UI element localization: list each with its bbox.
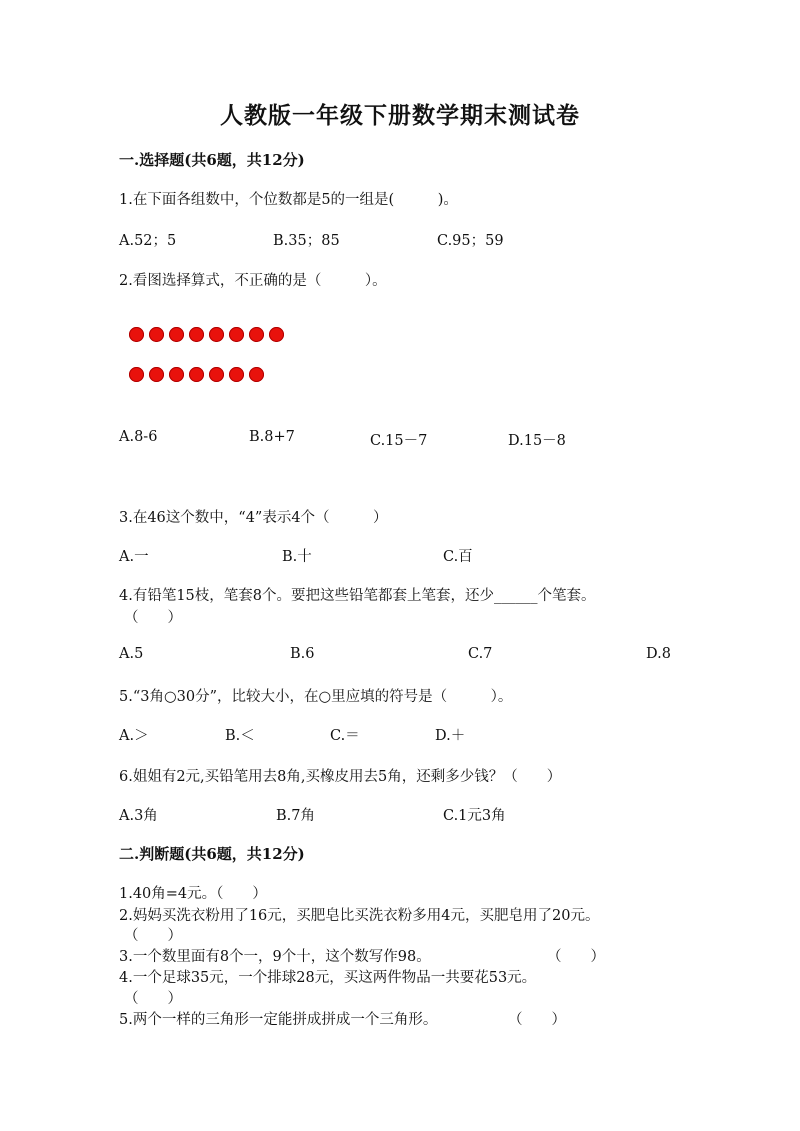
judgement-1: 1.40角=4元。（ ） <box>119 886 267 902</box>
judgement-3-blank: （ ） <box>547 949 605 965</box>
q5-option-d: D.＋ <box>435 728 466 744</box>
section-heading-judgement: 二.判断题(共6题，共12分) <box>119 845 305 863</box>
judgement-5: 5.两个一样的三角形一定能拼成拼成一个三角形。 <box>119 1012 438 1028</box>
judgement-2-blank: （ ） <box>124 928 182 944</box>
red-dot <box>129 327 144 342</box>
judgement-2: 2.妈妈买洗衣粉用了16元，买肥皂比买洗衣粉多用4元，买肥皂用了20元。 <box>119 908 600 924</box>
q5-option-a: A.＞ <box>119 728 149 744</box>
red-dot <box>209 327 224 342</box>
red-dot <box>149 327 164 342</box>
q1-option-b: B.35；85 <box>273 233 340 249</box>
judgement-3: 3.一个数里面有8个一，9个十，这个数写作98。 <box>119 949 431 965</box>
q2-option-a: A.8-6 <box>119 429 158 445</box>
q1-option-a: A.52；5 <box>119 233 177 249</box>
red-dot <box>249 367 264 382</box>
q6-option-c: C.1元3角 <box>443 808 506 824</box>
judgement-4: 4.一个足球35元，一个排球28元，买这两件物品一共要花53元。 <box>119 970 537 986</box>
red-dot <box>249 327 264 342</box>
q4-option-a: A.5 <box>119 646 144 662</box>
q2-option-d: D.15－8 <box>508 433 566 449</box>
red-dot <box>189 367 204 382</box>
question-6: 6.姐姐有2元,买铅笔用去8角,买橡皮用去5角，还剩多少钱？（ ） <box>119 769 562 785</box>
q5-option-b: B.＜ <box>225 728 255 744</box>
q6-option-b: B.7角 <box>276 808 315 824</box>
q4-option-c: C.7 <box>468 646 493 662</box>
page-title: 人教版一年级下册数学期末测试卷 <box>220 102 580 129</box>
dot-row-2 <box>129 367 269 383</box>
red-dot <box>229 367 244 382</box>
q4-option-d: D.8 <box>646 646 671 662</box>
question-2: 2.看图选择算式，不正确的是（ ）。 <box>119 273 387 289</box>
dot-row-1 <box>129 327 289 343</box>
q1-option-c: C.95；59 <box>437 233 504 249</box>
q3-option-b: B.十 <box>282 549 312 565</box>
red-dot <box>269 327 284 342</box>
q5-option-c: C.＝ <box>330 728 360 744</box>
question-4: 4.有铅笔15枝，笔套8个。要把这些铅笔都套上笔套，还少______个笔套。 <box>119 588 596 604</box>
red-dot <box>129 367 144 382</box>
q2-option-b: B.8+7 <box>249 429 295 445</box>
judgement-5-blank: （ ） <box>508 1012 566 1028</box>
q2-option-c: C.15－7 <box>370 433 428 449</box>
q4-option-b: B.6 <box>290 646 315 662</box>
red-dot <box>189 327 204 342</box>
question-5: 5.“3角○30分”，比较大小，在○里应填的符号是（ ）。 <box>119 689 513 705</box>
red-dot <box>169 367 184 382</box>
q6-option-a: A.3角 <box>119 808 158 824</box>
red-dot <box>169 327 184 342</box>
q3-option-a: A.一 <box>119 549 149 565</box>
red-dot <box>229 327 244 342</box>
red-dot <box>149 367 164 382</box>
judgement-4-blank: （ ） <box>124 991 182 1007</box>
question-3: 3.在46这个数中，“4”表示4个（ ） <box>119 510 388 526</box>
section-heading-choice: 一.选择题(共6题，共12分) <box>119 151 305 169</box>
question-4-blank: （ ） <box>124 610 182 626</box>
question-1: 1.在下面各组数中，个位数都是5的一组是( )。 <box>119 192 458 208</box>
red-dot <box>209 367 224 382</box>
q3-option-c: C.百 <box>443 549 473 565</box>
